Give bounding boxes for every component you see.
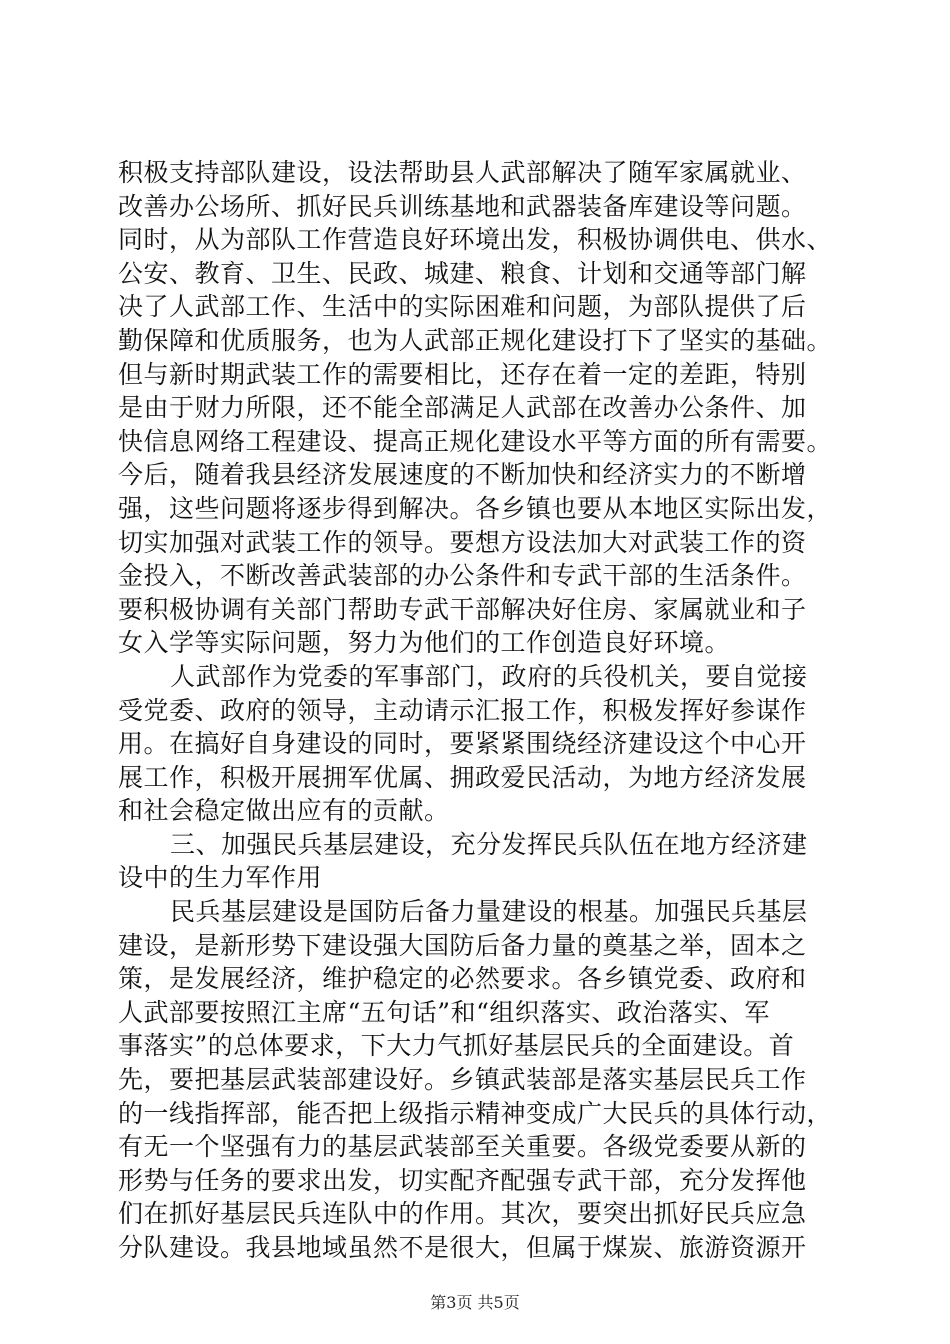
text-line: 用。在搞好自身建设的同时，要紧紧围绕经济建设这个中心开 <box>118 729 807 759</box>
text-line: 是由于财力所限，还不能全部满足人武部在改善办公条件、加 <box>118 393 807 423</box>
body-text <box>118 156 838 1265</box>
text-line: 改善办公场所、抓好民兵训练基地和武器装备库建设等问题。 <box>118 191 807 221</box>
text-line: 和社会稳定做出应有的贡献。 <box>118 796 450 826</box>
text-line: 切实加强对武装工作的领导。要想方设法加大对武装工作的资 <box>118 527 807 557</box>
text-line: 受党委、政府的领导，主动请示汇报工作，积极发挥好参谋作 <box>118 695 807 725</box>
text-line: 设中的生力军作用 <box>118 863 323 893</box>
text-line: 的一线指挥部，能否把上级指示精神变成广大民兵的具体行动， <box>118 1098 833 1128</box>
text-line: 要积极协调有关部门帮助专武干部解决好住房、家属就业和子 <box>118 594 807 624</box>
text-line: 建设，是新形势下建设强大国防后备力量的奠基之举，固本之 <box>118 930 807 960</box>
text-line: 决了人武部工作、生活中的实际困难和问题，为部队提供了后 <box>118 292 807 322</box>
text-line: 女入学等实际问题，努力为他们的工作创造良好环境。 <box>118 628 731 658</box>
text-line: 快信息网络工程建设、提高正规化建设水平等方面的所有需要。 <box>118 426 833 456</box>
text-line: 先，要把基层武装部建设好。乡镇武装部是落实基层民兵工作 <box>118 1065 807 1095</box>
text-line: 公安、教育、卫生、民政、城建、粮食、计划和交通等部门解 <box>118 258 807 288</box>
text-line: 展工作，积极开展拥军优属、拥政爱民活动，为地方经济发展 <box>118 762 807 792</box>
text-line: 金投入，不断改善武装部的办公条件和专武干部的生活条件。 <box>118 561 807 591</box>
text-line: 有无一个坚强有力的基层武装部至关重要。各级党委要从新的 <box>118 1132 807 1162</box>
text-line: 民兵基层建设是国防后备力量建设的根基。加强民兵基层 <box>170 897 808 927</box>
text-line: 强，这些问题将逐步得到解决。各乡镇也要从本地区实际出发， <box>118 493 833 523</box>
text-line: 策，是发展经济，维护稳定的必然要求。各乡镇党委、政府和 <box>118 964 807 994</box>
text-line: 事落实”的总体要求，下大力气抓好基层民兵的全面建设。首 <box>118 1031 795 1061</box>
text-line: 分队建设。我县地域虽然不是很大，但属于煤炭、旅游资源开 <box>118 1233 807 1262</box>
text-line: 今后，随着我县经济发展速度的不断加快和经济实力的不断增 <box>118 460 807 490</box>
text-line: 形势与任务的要求出发，切实配齐配强专武干部，充分发挥他 <box>118 1165 807 1195</box>
text-line: 勤保障和优质服务，也为人武部正规化建设打下了坚实的基础。 <box>118 325 833 355</box>
text-line: 三、加强民兵基层建设，充分发挥民兵队伍在地方经济建 <box>170 829 808 859</box>
text-line: 人武部要按照江主席“五句话”和“组织落实、政治落实、军 <box>118 997 770 1027</box>
text-line: 积极支持部队建设，设法帮助县人武部解决了随军家属就业、 <box>118 158 807 187</box>
page-footer: 第3页 共5页 <box>430 1293 520 1312</box>
text-line: 但与新时期武装工作的需要相比，还存在着一定的差距，特别 <box>118 359 807 389</box>
text-line: 们在抓好基层民兵连队中的作用。其次，要突出抓好民兵应急 <box>118 1199 807 1229</box>
text-line: 人武部作为党委的军事部门，政府的兵役机关，要自觉接 <box>170 661 808 691</box>
text-line: 同时，从为部队工作营造良好环境出发，积极协调供电、供水、 <box>118 225 833 255</box>
